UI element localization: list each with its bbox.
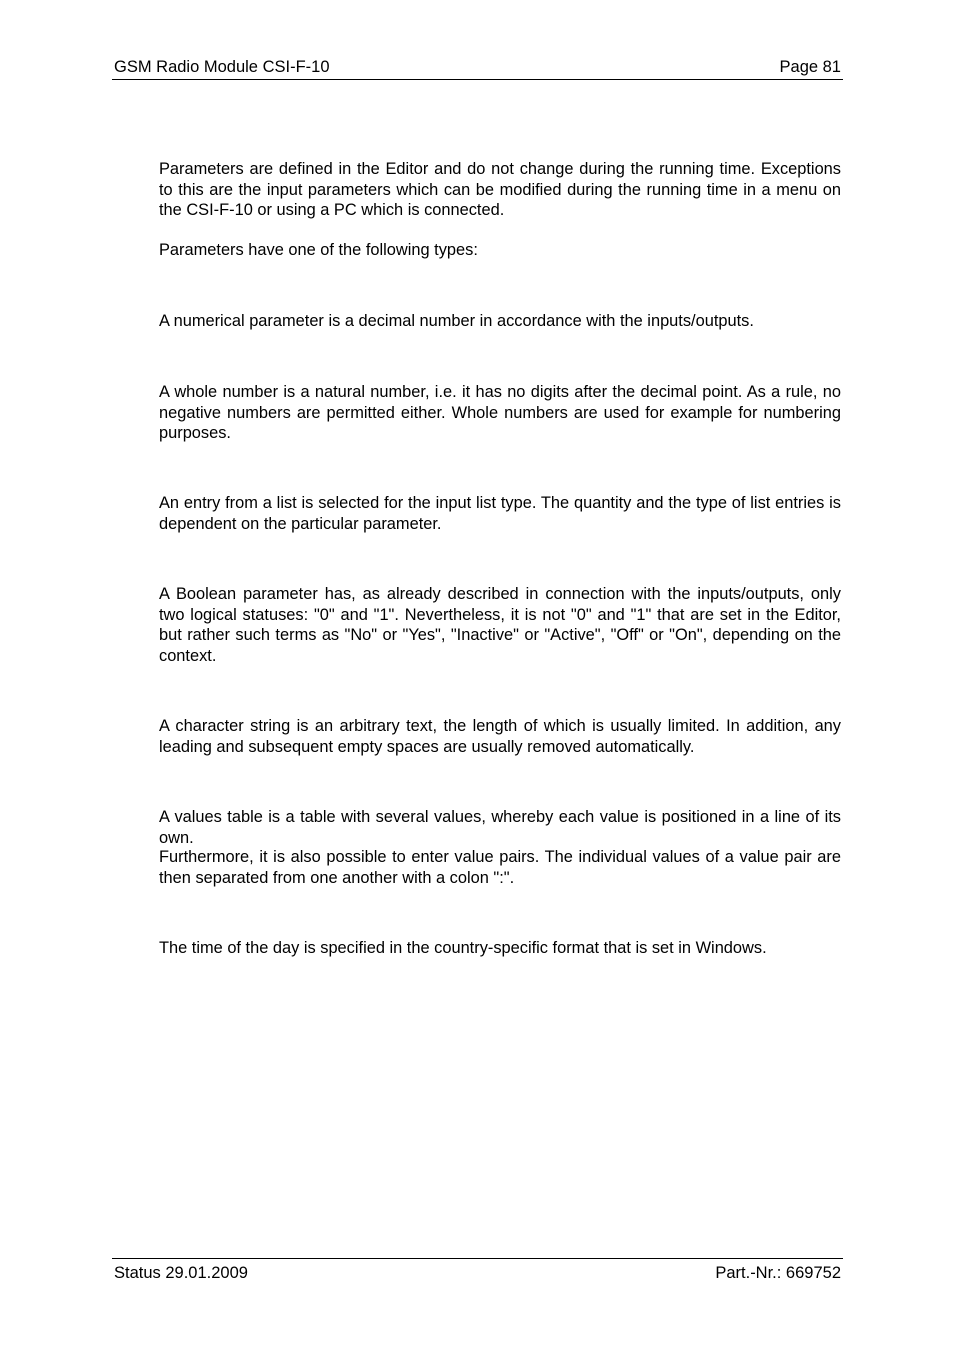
page-footer — [112, 1258, 843, 1283]
time-of-day-paragraph: The time of the day is specified in the country-specific format that is set in Windows. — [159, 939, 767, 957]
whole-number-paragraph: A whole number is a natural number, i.e. it has no digits after the decimal point. As a rule, no negative numbers are permitted either. Whole numbers are used for example for numbering purposes. — [159, 383, 841, 442]
boolean-paragraph: A Boolean parameter has, as already described in connection with the inputs/outputs, only two logical statuses: "0" and "1". Nevertheless, it is not "0" and "1" that are set in the Editor, but rather such terms as "No" or "Yes", "Inactive" or "Active", "Off" or "On", depending on the context. — [159, 585, 841, 665]
value-pairs-paragraph: Furthermore, it is also possible to enter value pairs. The individual values of a value pair are then separated from one another with a colon ":". — [159, 848, 841, 887]
character-string-paragraph: A character string is an arbitrary text, the length of which is usually limited. In addition, any leading and subsequent empty spaces are usually removed automatically. — [159, 717, 841, 756]
page-number: Page 81 — [779, 58, 841, 76]
page-header — [112, 57, 843, 80]
document-title: GSM Radio Module CSI-F-10 — [114, 58, 330, 76]
part-number: Part.-Nr.: 669752 — [715, 1264, 841, 1282]
intro-paragraph: Parameters are defined in the Editor and do not change during the running time. Exceptions to this are the input parameters which can be modified during the running time in a menu on the CSI-F-10 or using a PC which is connected. — [159, 160, 841, 219]
values-table-paragraph: A values table is a table with several values, whereby each value is positioned in a line of its own. — [159, 808, 841, 847]
types-intro-paragraph: Parameters have one of the following types: — [159, 241, 478, 259]
numerical-paragraph: A numerical parameter is a decimal number in accordance with the inputs/outputs. — [159, 312, 754, 330]
list-paragraph: An entry from a list is selected for the input list type. The quantity and the type of list entries is dependent on the particular parameter. — [159, 494, 841, 533]
status-date: Status 29.01.2009 — [114, 1264, 248, 1282]
